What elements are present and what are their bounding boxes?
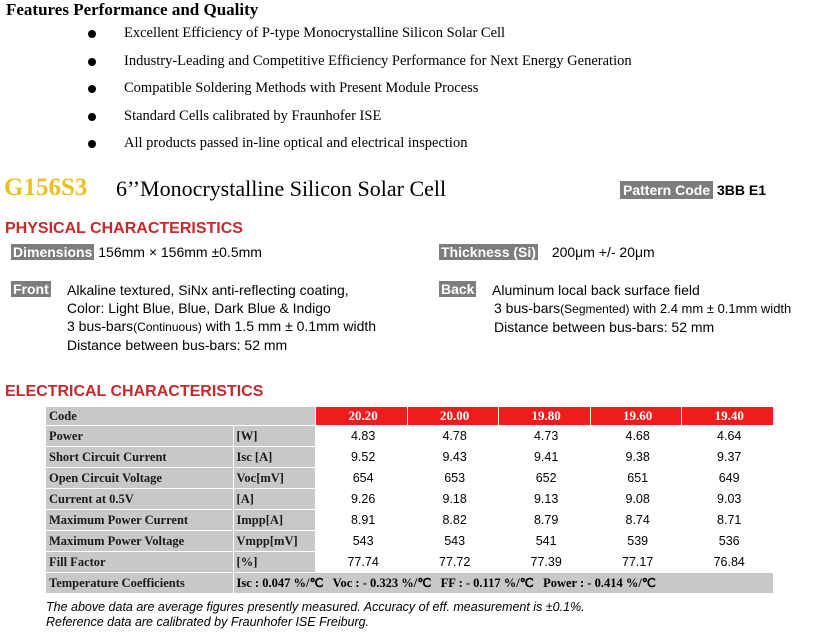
row-value: 8.82	[407, 510, 499, 531]
row-value: 77.17	[590, 552, 682, 573]
row-value: 9.03	[682, 489, 774, 510]
row-label: Open Circuit Voltage	[46, 468, 234, 489]
row-value: 9.41	[499, 447, 591, 468]
back-line	[492, 299, 791, 318]
row-value: 9.08	[590, 489, 682, 510]
row-value: 8.71	[682, 510, 774, 531]
row-value: 9.13	[499, 489, 591, 510]
code-cell: 19.60	[590, 407, 682, 426]
row-label: Maximum Power Current	[46, 510, 234, 531]
feature-item	[85, 53, 632, 81]
row-value: 9.37	[682, 447, 774, 468]
row-value: 8.74	[590, 510, 682, 531]
row-label: Short Circuit Current	[46, 447, 234, 468]
note-line: The above data are average figures presently measured. Accuracy of eff. measurement is ±0.1%.	[46, 600, 585, 614]
code-label: Code	[46, 407, 316, 426]
bullet-icon	[88, 85, 96, 93]
row-label: Current at 0.5V	[46, 489, 234, 510]
row-label: Maximum Power Voltage	[46, 531, 234, 552]
table-row	[46, 489, 774, 510]
model-number: G156S3	[4, 174, 88, 201]
row-value: 9.43	[407, 447, 499, 468]
table-row	[46, 552, 774, 573]
row-value: 543	[407, 531, 499, 552]
row-value: 4.83	[316, 426, 408, 447]
bullet-icon	[88, 30, 96, 38]
row-value: 8.79	[499, 510, 591, 531]
temperature-row	[46, 573, 774, 594]
feature-item	[85, 108, 632, 136]
features-list	[85, 25, 632, 163]
note-line: Reference data are calibrated by Fraunhofer ISE Freiburg.	[46, 615, 370, 629]
front-line	[67, 317, 376, 336]
front-description	[67, 281, 376, 354]
row-label: Power	[46, 426, 234, 447]
code-cell: 19.80	[499, 407, 591, 426]
thickness-label: Thickness (Si)	[441, 244, 536, 260]
row-value: 4.78	[407, 426, 499, 447]
model-description: 6’’Monocrystalline Silicon Solar Cell	[116, 176, 447, 201]
feature-text: Industry-Leading and Competitive Efficiency Performance for Next Energy Generation	[124, 52, 632, 69]
back-line: Distance between bus-bars: 52 mm	[494, 319, 715, 335]
bullet-icon	[88, 58, 96, 66]
thickness-row	[439, 244, 655, 260]
row-value: 77.39	[499, 552, 591, 573]
table-row	[46, 426, 774, 447]
table-row	[46, 468, 774, 489]
row-label: Fill Factor	[46, 552, 234, 573]
row-value: 652	[499, 468, 591, 489]
row-value: 4.64	[682, 426, 774, 447]
front-line: Color: Light Blue, Blue, Dark Blue & Indigo	[67, 300, 331, 316]
physical-title: PHYSICAL CHARACTERISTICS	[5, 220, 243, 237]
table-header-row	[46, 407, 774, 426]
back-description	[492, 281, 791, 336]
row-value: 539	[590, 531, 682, 552]
dimensions-row	[11, 244, 262, 260]
feature-item	[85, 135, 632, 163]
features-title: Features Performance and Quality	[6, 0, 259, 19]
row-unit: [W]	[233, 426, 316, 447]
pattern-code	[620, 182, 766, 198]
bullet-icon	[88, 140, 96, 148]
code-cell: 20.20	[316, 407, 408, 426]
front-busbars: 3 bus-bars	[67, 318, 134, 334]
electrical-table	[45, 406, 774, 594]
row-value: 4.73	[499, 426, 591, 447]
feature-item	[85, 25, 632, 53]
code-cell: 19.40	[682, 407, 774, 426]
row-value: 77.72	[407, 552, 499, 573]
thickness-value: 200μm +/- 20μm	[551, 244, 655, 260]
row-value: 76.84	[682, 552, 774, 573]
row-unit: Vmpp[mV]	[233, 531, 316, 552]
back-label: Back	[441, 281, 475, 297]
row-value: 651	[590, 468, 682, 489]
back-busbars-type: (Segmented)	[560, 302, 630, 316]
feature-text: All products passed in-line optical and electrical inspection	[124, 135, 468, 151]
front-busbars-type: (Continuous)	[133, 320, 202, 334]
front-line: Distance between bus-bars: 52 mm	[67, 337, 288, 353]
row-unit: Voc[mV]	[233, 468, 316, 489]
row-value: 8.91	[316, 510, 408, 531]
front-label: Front	[13, 281, 49, 297]
row-unit: [%]	[233, 552, 316, 573]
row-unit: Isc [A]	[233, 447, 316, 468]
feature-item	[85, 80, 632, 108]
row-value: 4.68	[590, 426, 682, 447]
front-line: Alkaline textured, SiNx anti-reflecting coating,	[67, 282, 349, 298]
row-value: 77.74	[316, 552, 408, 573]
dimensions-value: 156mm × 156mm ±0.5mm	[98, 244, 262, 260]
row-value: 654	[316, 468, 408, 489]
row-value: 9.38	[590, 447, 682, 468]
pattern-code-value: 3BB E1	[717, 182, 767, 198]
row-value: 9.52	[316, 447, 408, 468]
row-unit: Impp[A]	[233, 510, 316, 531]
temperature-label: Temperature Coefficients	[46, 573, 234, 594]
front-busbars-width: with 1.5 mm ± 0.1mm width	[201, 318, 377, 334]
back-line: Aluminum local back surface field	[492, 282, 700, 298]
back-busbars-width: with 2.4 mm ± 0.1mm width	[629, 301, 792, 316]
front-label-row	[11, 281, 51, 297]
temperature-values: Isc : 0.047 %/℃ Voc : - 0.323 %/℃ FF : - 0.117 %/℃ Power : - 0.414 %/℃	[233, 573, 773, 594]
row-value: 9.18	[407, 489, 499, 510]
feature-text: Standard Cells calibrated by Fraunhofer ISE	[124, 107, 382, 124]
row-value: 543	[316, 531, 408, 552]
table-row	[46, 531, 774, 552]
back-label-row	[439, 281, 476, 297]
electrical-title: ELECTRICAL CHARACTERISTICS	[5, 383, 264, 400]
row-value: 649	[682, 468, 774, 489]
feature-text: Excellent Efficiency of P-type Monocrystalline Silicon Solar Cell	[124, 25, 506, 41]
feature-text: Compatible Soldering Methods with Present Module Process	[124, 80, 479, 96]
code-cell: 20.00	[407, 407, 499, 426]
row-value: 541	[499, 531, 591, 552]
back-busbars: 3 bus-bars	[494, 300, 561, 316]
bullet-icon	[88, 113, 96, 121]
row-unit: [A]	[233, 489, 316, 510]
row-value: 536	[682, 531, 774, 552]
dimensions-label: Dimensions	[13, 244, 93, 260]
table-row	[46, 510, 774, 531]
pattern-code-label: Pattern Code	[620, 181, 713, 199]
row-value: 653	[407, 468, 499, 489]
table-row	[46, 447, 774, 468]
row-value: 9.26	[316, 489, 408, 510]
